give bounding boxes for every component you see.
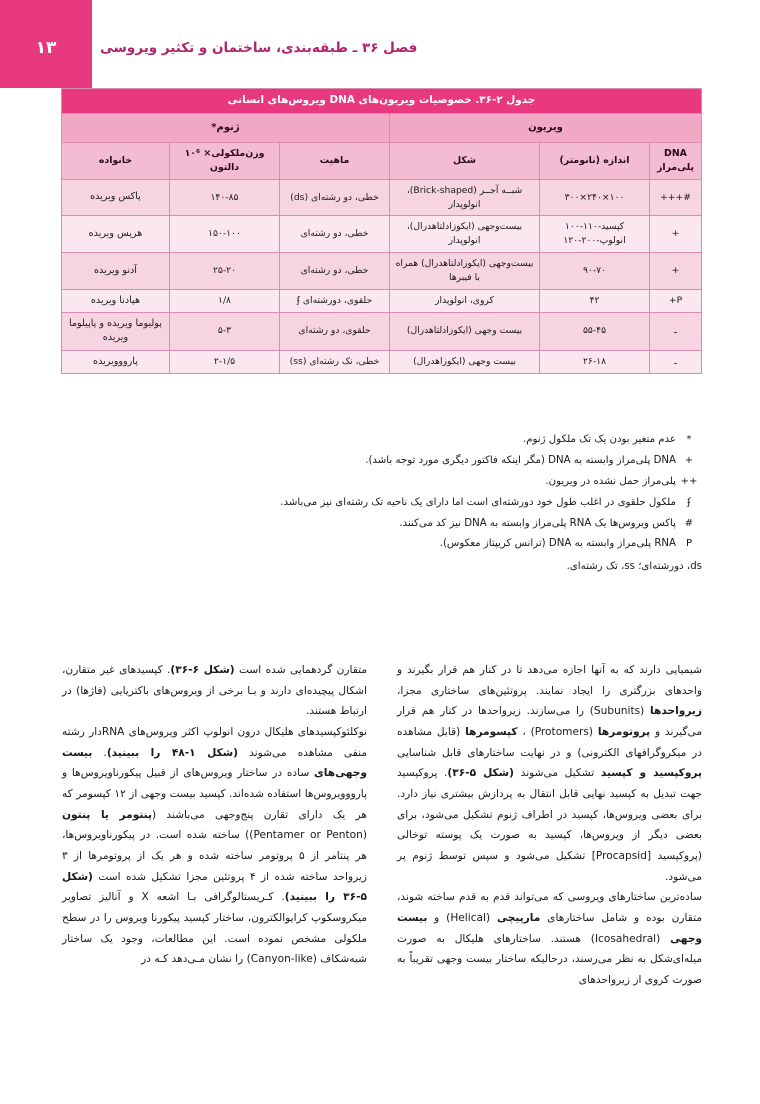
- cell-family: آدنو ویریده: [61, 253, 169, 290]
- cell-shape: بیست وجهی (ایکوزادلتاهدرال): [390, 313, 540, 351]
- body-column-left: [62, 660, 367, 970]
- virion-properties-table: [61, 88, 702, 374]
- cell-family: پاکس ویریده: [61, 179, 169, 216]
- group-header-virion: ویریون: [390, 113, 702, 142]
- footnote-text: DNA پلی‌مراز وابسته به DNA (مگر اینکه فاکتور دیگری مورد توجه باشد).: [365, 454, 676, 466]
- table-row: [61, 289, 701, 312]
- footnote-item: [62, 451, 702, 471]
- footnote-item: [62, 514, 702, 534]
- virion-table-container: [62, 88, 702, 374]
- footnote-text: ملکول حلقوی در اغلب طول خود دورشته‌ای است اما دارای یک ناحیه تک رشته‌ای نیز می‌باشد.: [280, 496, 676, 508]
- table-row: [61, 253, 701, 290]
- group-header-genome: ژنوم*: [61, 113, 389, 142]
- cell-molecular-weight: ۱/۸: [170, 289, 280, 312]
- paragraph: شیمیایی دارند که به آنها اجازه می‌دهد تا در کنار هم قرار بگیرند و واحدهای بزرگتری را ایجاد نمایند. پروتئین‌های ساختاری مجزا، زیرواحدها (Subunits) را می‌سازند. زیرواحدها در کنار هم قرار می‌گیرند و پروتومرها (Protomers) ، کپسومرها (قابل مشاهده در میکروگرافهای الکترونی) و در نهایت ساختارهای قابل شناسایی پروکپسید و کپسید تشکیل می‌شوند (شکل ۵-۳۶). پروکپسید جهت تبدیل به کپسید نهایی قابل انتقال به پردازش بیشتری نیاز دارد. برای بعضی ویروس‌ها، کپسید در اطراف ژنوم تشکیل می‌شود، برای بعضی دیگر از ویروس‌ها، کپسید به صورت یک پوسته توخالی (پروکپسید [Procapsid] تشکیل می‌شود و سپس توسط ژنوم پر می‌شود.: [397, 664, 702, 883]
- footnote-text: پلی‌مراز حمل نشده در ویریون.: [545, 475, 676, 487]
- cell-polymerase: #+++: [650, 179, 702, 216]
- cell-polymerase: P+: [650, 289, 702, 312]
- footnote-text: RNA پلی‌مراز وابسته به DNA (ترانس کریپتاز معکوس).: [439, 538, 676, 550]
- footnote-mark: #: [684, 517, 694, 529]
- footnote-mark: *: [686, 434, 692, 445]
- cell-family: هرپس ویریده: [61, 216, 169, 253]
- cell-size: ۱۰۰×۲۴۰×۳۰۰: [540, 179, 650, 216]
- footnote-text: پاکس ویروس‌ها یک RNA پلی‌مراز وابسته به DNA نیز کد می‌کنند.: [399, 517, 676, 529]
- cell-size: ۵۵-۴۵: [540, 313, 650, 351]
- cell-size: کپسید-۱۱۰-۱۰۰ انولوپ-۲۰۰-۱۲۰: [540, 216, 650, 253]
- cell-shape: بیست‌وجهی (ایکوزادلتاهدرال) همراه با فیبرها: [390, 253, 540, 290]
- table-row: [61, 350, 701, 373]
- footnote-legend: ds، دورشته‌ای؛ ss، تک رشته‌ای.: [566, 561, 702, 573]
- cell-nature: خطی، تک رشته‌ای (ss): [280, 350, 390, 373]
- table-row: [61, 216, 701, 253]
- page-number: ۱۳: [35, 38, 57, 58]
- cell-molecular-weight: ۲-۱/۵: [170, 350, 280, 373]
- cell-polymerase: +: [650, 216, 702, 253]
- cell-shape: شبــه آجــر (Brick-shaped)، انولوپدار: [390, 179, 540, 216]
- body-column-right: [397, 660, 702, 991]
- cell-molecular-weight: ۵-۳: [170, 313, 280, 351]
- table-row: [61, 313, 701, 351]
- footnote-mark: P: [685, 538, 693, 550]
- footnote-item: [62, 493, 702, 513]
- footnote-item: [62, 534, 702, 554]
- cell-size: ۲۶-۱۸: [540, 350, 650, 373]
- table-footnotes: [62, 430, 702, 577]
- footnote-mark: +: [684, 454, 694, 466]
- cell-family: پولیوما ویریده و پاپیلوما ویریده: [61, 313, 169, 351]
- cell-molecular-weight: ۱۴۰-۸۵: [170, 179, 280, 216]
- cell-nature: خطی، دو رشته‌ای (ds): [280, 179, 390, 216]
- cell-nature: خطی، دو رشته‌ای: [280, 253, 390, 290]
- table-column-header-row: [61, 142, 701, 179]
- paragraph: نوکلئوکپسیدهای هلیکال درون انولوپ اکثر ویروس‌های RNAدار رشته منفی مشاهده می‌شوند (شکل ۱-۴۸ را ببینید). بیست وجهی‌های ساده در ساختار ویروس‌های از قبیل پیکورناویروس‌ها و پارووویروس‌ها استفاده شده‌اند. کپسید بیست وجهی از ۱۲ کپسومر که هر یک دارای تقارن پنج‌وجهی می‌باشند (پنتومر یا پنتون (Pentamer or Penton)) ساخته شده است. در پیکورناویروس‌ها، هر پنتامر از ۵ پروتومر ساخته شده و هر یک از پروتومرها از ۳ زیرواحد ساخته شده از ۴ پروتئین مجزا تشکیل شده است (شکل ۵-۳۶ را ببینید). کـریستالوگرافی بـا اشعه X و آنالیز تصاویر میکروسکوپ کرایوالکترون، ساختار کپسید پیکورنا ویروس را در سطح ملکولی مشخص نموده است. این مطالعات، وجود یک ساختار شبه‌شکاف (Canyon-like) را نشان مـی‌دهد کـه در: [62, 725, 367, 966]
- footnote-mark: ʄ: [687, 496, 691, 508]
- col-header-family: خانواده: [61, 142, 169, 179]
- chapter-title: فصل ۳۶ ـ طبقه‌بندی، ساختمان و تکثیر ویروسی: [100, 40, 418, 56]
- footnote-text: عدم متغیر بودن یک تک ملکول ژنوم.: [522, 434, 676, 445]
- table-row: [61, 179, 701, 216]
- cell-molecular-weight: ۲۵-۲۰: [170, 253, 280, 290]
- cell-nature: حلقوی، دورشته‌ای ʄ: [280, 289, 390, 312]
- col-header-shape: شکل: [390, 142, 540, 179]
- footnote-item: [62, 472, 702, 492]
- article-body: [62, 660, 702, 1080]
- col-header-polymerase: DNA پلی‌مراز: [650, 142, 702, 179]
- page-header: [0, 0, 760, 88]
- cell-nature: حلقوی، دو رشته‌ای: [280, 313, 390, 351]
- col-header-nature: ماهیت: [280, 142, 390, 179]
- cell-family: پارووویریده: [61, 350, 169, 373]
- cell-family: هپادنا ویریده: [61, 289, 169, 312]
- footnote-item: [62, 430, 702, 450]
- cell-size: ۹۰-۷۰: [540, 253, 650, 290]
- footnote-mark: ++: [680, 475, 698, 487]
- table-caption-row: [61, 89, 701, 114]
- cell-shape: بیست‌وجهی (ایکوزادلتاهدرال)، انولوپدار: [390, 216, 540, 253]
- cell-polymerase: ـ: [650, 350, 702, 373]
- cell-polymerase: ـ: [650, 313, 702, 351]
- col-header-molecular-weight: وزن‌ملکولی× ۱۰⁶ دالتون: [170, 142, 280, 179]
- cell-polymerase: +: [650, 253, 702, 290]
- table-caption: جدول ۲-۳۶. خصوصیات ویریون‌های DNA ویروس‌های انسانی: [61, 89, 701, 114]
- paragraph: ساده‌ترین ساختارهای ویروسی که می‌تواند قدم به قدم ساخته شوند، متقارن بوده و شامل ساختارهای مارپیچی (Helical) و بیست وجهی (Icosahedral) هستند. ساختارهای هلیکال به صورت میله‌ای‌شکل به نظر می‌رسند، درحالیکه ساختار بیست وجهی تقریباً به صورت کروی از زیرواحدهای: [397, 891, 702, 986]
- cell-nature: خطی، دو رشته‌ای: [280, 216, 390, 253]
- paragraph: متقارن گردهمایی شده است (شکل ۶-۳۶). کپسیدهای غیر متقارن، اشکال پیچیده‌ای دارند و بـا برخی از ویروس‌های باکتریایی (فاژها) در ارتباط هستند.: [62, 664, 367, 718]
- table-group-header-row: [61, 113, 701, 142]
- cell-molecular-weight: ۱۵۰-۱۰۰: [170, 216, 280, 253]
- col-header-size: اندازه (نانومتر): [540, 142, 650, 179]
- cell-shape: کروی، انولوپدار: [390, 289, 540, 312]
- cell-size: ۴۲: [540, 289, 650, 312]
- cell-shape: بیست وجهی (ایکوزاهدرال): [390, 350, 540, 373]
